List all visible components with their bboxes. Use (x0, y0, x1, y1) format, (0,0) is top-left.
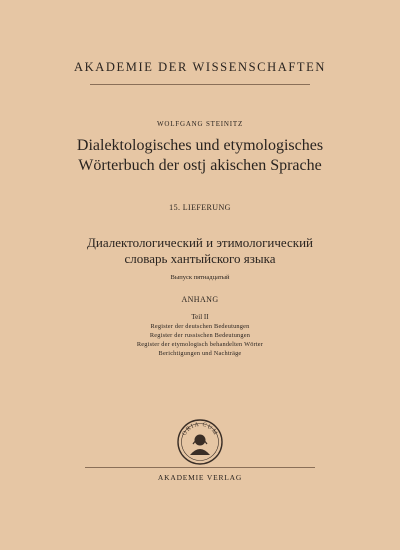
author-name: WOLFGANG STEINITZ (156, 120, 244, 128)
appendix-heading: ANHANG (181, 295, 219, 304)
contents-item: Register der etymologisch behandelten Wörter (136, 341, 264, 348)
academy-name: AKADEMIE DER WISSENSCHAFTEN (73, 60, 326, 74)
issue-russian: Выпуск пятнадцатый (170, 274, 230, 281)
issue-number: 15. LIEFERUNG (169, 203, 231, 212)
top-divider (90, 84, 310, 85)
title-german-line2: Wörterbuch der ostj akischen Sprache (78, 157, 322, 174)
contents-item: Berichtigungen und Nachträge (158, 350, 242, 357)
bottom-divider (85, 467, 315, 468)
title-russian-line2: словарь хантыйского языка (124, 251, 276, 266)
svg-text:ORIA CUM: ORIA CUM (181, 421, 219, 437)
part-label: Teil II (191, 313, 209, 321)
contents-item: Register der deutschen Bedeutungen (150, 323, 250, 330)
contents-list (0, 322, 400, 358)
title-german (0, 136, 400, 176)
academy-seal-icon (176, 418, 224, 466)
title-german-line1: Dialektologisches und etymologisches (76, 137, 324, 154)
title-russian-line1: Диалектологический и этимологический (87, 235, 313, 250)
publisher-name: AKADEMIE VERLAG (157, 473, 243, 482)
title-russian (0, 235, 400, 267)
contents-item: Register der russischen Bedeutungen (149, 332, 251, 339)
